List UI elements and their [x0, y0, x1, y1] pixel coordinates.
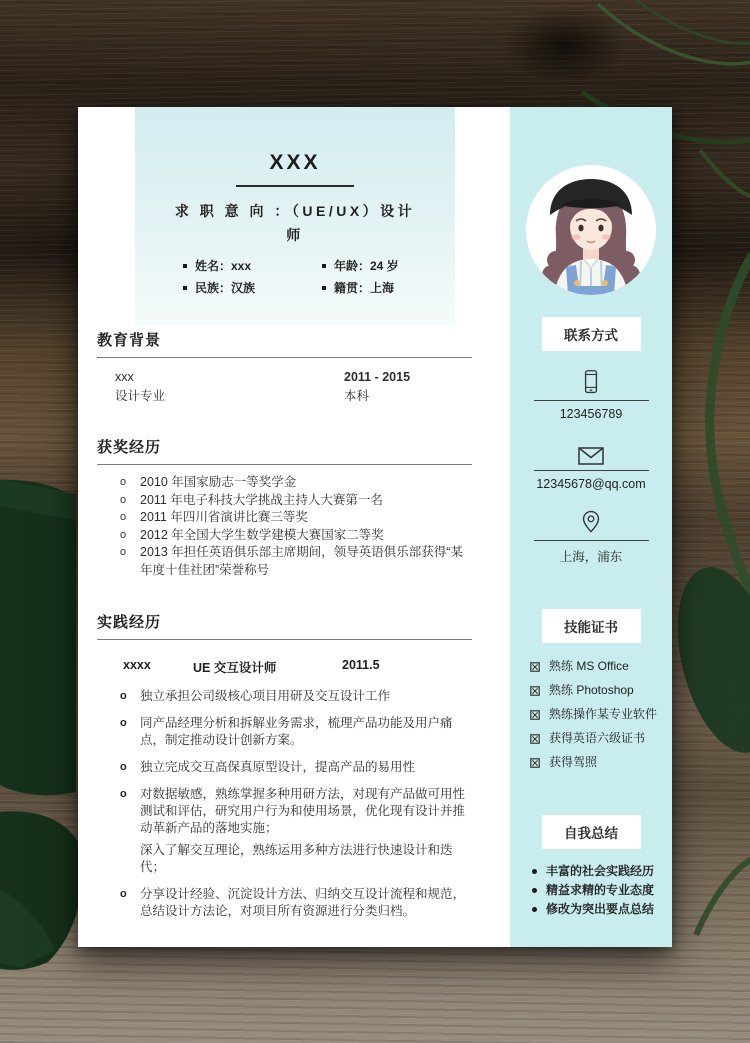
skill-text: 熟练操作某专业软件: [549, 707, 658, 721]
list-item: [530, 660, 672, 673]
list-item: [530, 684, 672, 697]
email-address: 12345678@qq.com: [536, 477, 646, 491]
checkbox-x-icon: [530, 710, 540, 720]
award-text: 2011 年四川省演讲比赛三等奖: [140, 510, 308, 524]
experience-bullet-text: 对数据敏感，熟练掌握多种用研方法，对现有产品做可用性测试和评估，研究用户行为和使用场景，优化现有设计并推动革新产品的落地实施；: [140, 787, 466, 835]
award-text: 2010 年国家励志一等奖学金: [140, 475, 297, 489]
info-hometown-label: 籍贯：上海: [334, 281, 395, 295]
summary-text: 精益求精的专业态度: [546, 883, 655, 897]
experience-bullet-text: 独立完成交互高保真原型设计，提高产品的易用性: [140, 760, 416, 774]
circle-bullet-icon: o: [120, 493, 127, 506]
main-column: [97, 329, 472, 930]
info-name: [183, 257, 322, 274]
checkbox-x-icon: [530, 686, 540, 696]
square-bullet-icon: [183, 286, 187, 290]
info-name-label: 姓名：xxx: [195, 259, 252, 273]
name-underline: [236, 185, 354, 187]
experience-bullet-text: 分享设计经验、沉淀设计方法、归纳交互设计流程和规范，总结设计方法论，对项目所有资源进行分类归档。: [140, 887, 466, 918]
job-objective-line2: 师: [286, 227, 304, 243]
experience-bullet-list: [97, 688, 472, 920]
list-item: [97, 474, 472, 492]
square-bullet-icon: [322, 264, 326, 268]
phone-number: 123456789: [559, 407, 623, 421]
checkbox-x-icon: [530, 662, 540, 672]
dot-bullet-icon: [532, 888, 537, 893]
list-item: [530, 708, 672, 721]
contact-block: [510, 369, 672, 565]
award-text: 2012 年全国大学生数学建模大赛国家二等奖: [140, 527, 384, 542]
checkbox-x-icon: [530, 734, 540, 744]
resume-header: [135, 107, 455, 325]
list-item: [97, 509, 472, 527]
education-school: xxx: [115, 370, 134, 384]
education-rows: [97, 368, 472, 406]
summary-text: 修改为突出要点总结: [546, 902, 655, 916]
experience-header-row: [97, 658, 472, 676]
list-item: [532, 903, 672, 916]
square-bullet-icon: [183, 264, 187, 268]
circle-bullet-icon: o: [120, 788, 127, 800]
circle-bullet-icon: o: [120, 761, 127, 773]
list-item: [97, 786, 472, 876]
envelope-icon: [510, 439, 672, 465]
checkbox-x-icon: [530, 758, 540, 768]
list-item: [530, 732, 672, 745]
list-item: [532, 884, 672, 897]
info-ethnicity: [183, 279, 322, 296]
summary-list: [510, 865, 672, 916]
circle-bullet-icon: o: [120, 476, 127, 488]
experience-bullet-extra: 深入了解交互理论，熟练运用多种方法进行快速设计和迭代；: [140, 843, 453, 874]
list-item: [530, 756, 672, 769]
smartphone-icon: [510, 369, 672, 395]
circle-bullet-icon: o: [120, 546, 127, 558]
sidebar: [510, 107, 672, 947]
list-item: [97, 544, 472, 579]
basic-info-grid: [135, 257, 455, 296]
info-age: [322, 257, 455, 274]
list-item: [97, 688, 472, 705]
skill-text: 获得驾照: [549, 755, 598, 769]
dot-bullet-icon: [532, 907, 537, 912]
circle-bullet-icon: o: [120, 717, 127, 729]
awards-list: [97, 474, 472, 579]
summary-section-title: 自我总结: [542, 815, 641, 849]
square-bullet-icon: [322, 286, 326, 290]
list-item: [97, 492, 472, 510]
education-degree: 本科: [344, 389, 370, 403]
experience-bullet-text: 同产品经理分析和拆解业务需求，梳理产品功能及用户痛点，制定推动设计创新方案。: [140, 716, 453, 747]
award-text: 2011 年电子科技大学挑战主持人大赛第一名: [140, 492, 383, 507]
experience-date: 2011.5: [342, 658, 380, 672]
list-item: [97, 715, 472, 749]
info-ethnicity-label: 民族：汉族: [195, 281, 256, 295]
section-title-awards: 获奖经历: [97, 436, 472, 465]
list-item: [97, 759, 472, 776]
experience-bullet-text: 独立承担公司级核心项目用研及交互设计工作: [140, 689, 391, 703]
resume-page: [78, 107, 672, 947]
circle-bullet-icon: o: [120, 690, 127, 702]
list-item: [97, 886, 472, 920]
divider: [534, 540, 649, 541]
skill-text: 熟练 MS Office: [549, 659, 629, 673]
section-title-experience: 实践经历: [97, 611, 472, 640]
location-text: 上海，浦东: [559, 550, 623, 564]
avatar-illustration: [526, 165, 656, 295]
experience-role: UE 交互设计师: [193, 661, 277, 675]
circle-bullet-icon: o: [120, 888, 127, 900]
list-item: [532, 865, 672, 878]
experience-company: xxxx: [123, 658, 151, 672]
candidate-name: XXX: [269, 151, 321, 174]
avatar: [526, 165, 656, 295]
education-major: 设计专业: [115, 389, 166, 403]
skills-list: [510, 660, 672, 769]
education-row: [97, 368, 472, 387]
job-objective-line1: 求 职 意 向 ：（UE/UX）设计: [174, 203, 416, 219]
skills-section-title: 技能证书: [542, 609, 641, 643]
skill-text: 熟练 Photoshop: [549, 683, 634, 697]
divider: [534, 400, 649, 401]
divider: [534, 470, 649, 471]
skill-text: 获得英语六级证书: [549, 731, 646, 745]
list-item: [97, 527, 472, 545]
circle-bullet-icon: o: [120, 511, 127, 523]
award-text: 2013 年担任英语俱乐部主席期间，领导英语俱乐部获得“某年度十佳社团”荣誉称号: [140, 545, 463, 577]
section-title-education: 教育背景: [97, 329, 472, 358]
contact-section-title: 联系方式: [542, 317, 641, 351]
dot-bullet-icon: [532, 869, 537, 874]
education-row: [97, 387, 472, 406]
info-hometown: [322, 279, 455, 296]
info-age-label: 年龄：24 岁: [334, 259, 399, 273]
circle-bullet-icon: o: [120, 528, 127, 541]
summary-text: 丰富的社会实践经历: [546, 864, 655, 878]
map-pin-icon: [510, 509, 672, 535]
job-objective: [135, 199, 455, 247]
education-period: 2011 - 2015: [344, 370, 411, 384]
